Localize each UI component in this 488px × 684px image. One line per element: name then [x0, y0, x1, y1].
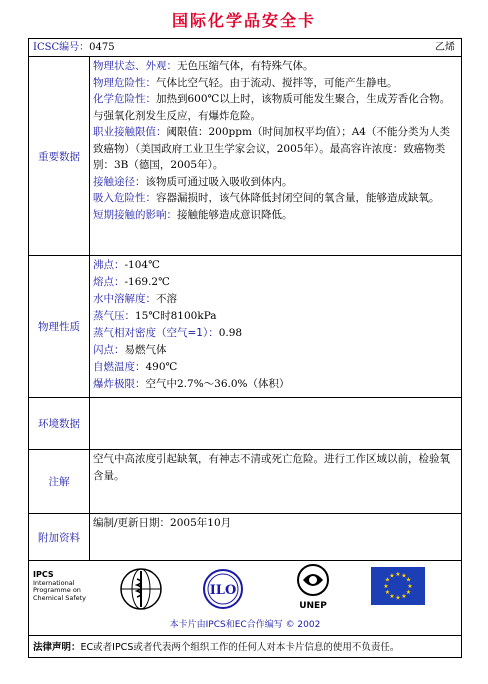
ipcs-logo: IPCS International Programme on Chemical Safety [33, 570, 87, 602]
item-solubility: 水中溶解度：不溶 [93, 293, 177, 305]
ilo-logo-text: ILO [209, 583, 237, 598]
physical-properties-content [90, 256, 461, 397]
svg-text:★: ★ [407, 583, 413, 590]
svg-text:★: ★ [405, 589, 412, 596]
notes-content: 空气中高浓度引起缺氧，有神志不清或死亡危险。进行工作区域以前，检验氧含量。 [93, 453, 450, 482]
unep-logo [287, 563, 339, 611]
svg-text:★: ★ [384, 589, 391, 596]
card-title: 国际化学品安全卡 [171, 11, 316, 30]
item-exposure-route: 接触途径：该物质可通过吸入吸收到体内。 [93, 175, 293, 188]
ilo-emblem-icon [201, 567, 245, 613]
icsc-number: ICSC编号：0475 [33, 42, 115, 53]
svg-text:★: ★ [383, 583, 389, 590]
section-label: 附加资料 [29, 514, 90, 560]
item-explosive-limits: 爆炸极限：空气中2.7%～36.0%（体积） [93, 378, 290, 390]
safety-card [28, 38, 462, 658]
item-short-term-effects: 短期接触的影响：接触能够造成意识降低。 [93, 208, 293, 221]
svg-text:★: ★ [395, 594, 401, 602]
environmental-data-content [90, 398, 461, 449]
additional-info-section [29, 514, 461, 561]
unep-globe-icon [293, 563, 333, 597]
svg-text:★: ★ [389, 572, 395, 580]
section-label: 注解 [29, 450, 90, 513]
item-melting-point: 熔点：-169.2℃ [93, 276, 170, 288]
section-label: 重要数据 [29, 57, 90, 255]
who-emblem-icon [119, 567, 163, 611]
item-chemical-hazard: 化学危险性：加热到600℃以上时，该物质可能发生聚合，生成芳香化合物。与强氧化剂发生反应，有爆炸危险。 [93, 93, 451, 122]
notes-section [29, 450, 461, 514]
logos-caption: 本卡片由IPCS和EC合作编写 © 2002 [169, 620, 321, 630]
unep-label: UNEP [299, 601, 327, 611]
section-label: 环境数据 [29, 398, 90, 449]
physical-properties-section [29, 256, 461, 398]
item-vapor-density: 蒸气相对密度（空气=1）：0.98 [93, 327, 243, 339]
important-data-content [90, 57, 461, 255]
svg-text:★: ★ [389, 593, 395, 600]
section-label: 物理性质 [29, 256, 90, 397]
svg-text:★: ★ [384, 576, 391, 584]
organization-logos [29, 561, 461, 636]
item-physical-hazard: 物理危险性：气体比空气轻。由于流动、搅拌等，可能产生静电。 [93, 76, 398, 89]
important-data-section [29, 57, 461, 256]
item-appearance: 物理状态、外观：无色压缩气体，有特殊气体。 [93, 60, 314, 72]
environmental-data-section [29, 398, 461, 450]
eu-flag-icon [371, 567, 425, 605]
item-flash-point: 闪点：易燃气体 [93, 344, 167, 356]
svg-text:★: ★ [401, 572, 407, 580]
legal-notice: 法律声明：EC或者IPCS或者代表两个组织工作的任何人对本卡片信息的使用不负责任。 [33, 642, 400, 653]
additional-info-content: 编制/更新日期：2005年10月 [93, 517, 232, 529]
icsc-header [29, 39, 461, 57]
svg-text:★: ★ [401, 593, 407, 600]
svg-text:★: ★ [395, 571, 401, 578]
item-boiling-point: 沸点：-104℃ [93, 259, 160, 271]
item-exposure-limit: 职业接触限值：阈限值：200ppm（时间加权平均值）；A4（不能分类为人类致癌物）（美国政府工业卫生学家会议，2005年）。最高容许浓度：致癌物类别：3B（德国，2005年）。 [93, 126, 450, 171]
svg-text:★: ★ [405, 576, 412, 584]
substance-name: 乙烯 [435, 42, 455, 53]
item-vapor-pressure: 蒸气压：15℃时8100kPa [93, 310, 217, 322]
item-autoignition: 自燃温度：490℃ [93, 361, 178, 373]
item-inhalation-hazard: 吸入危险性：容器漏损时，该气体降低封闭空间的氧含量，能够造成缺氧。 [93, 192, 440, 204]
